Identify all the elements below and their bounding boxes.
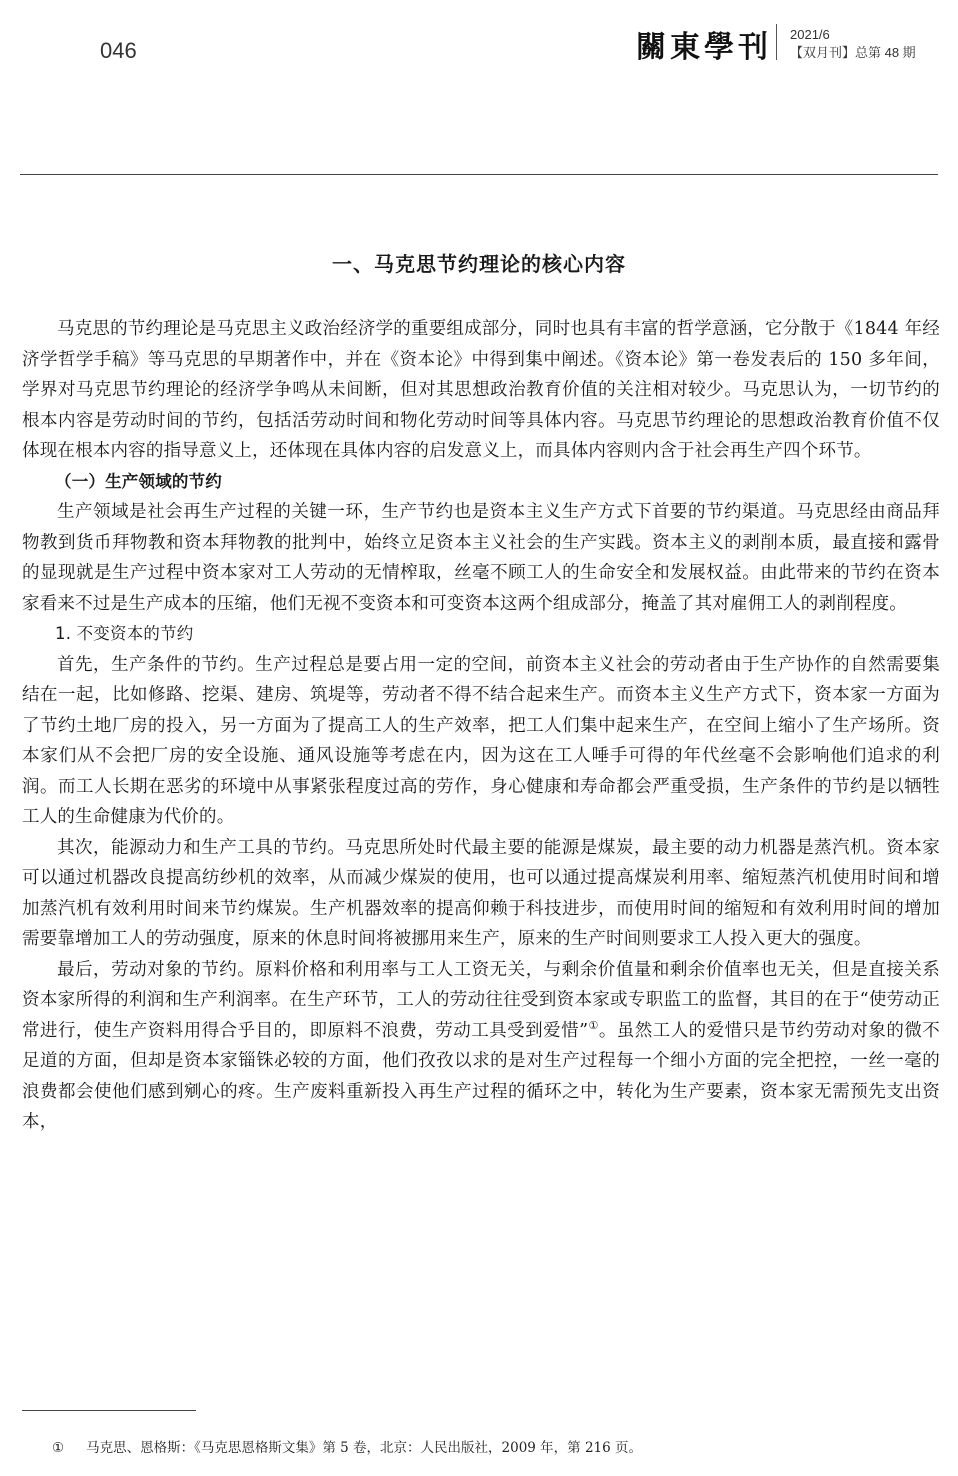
issue-block (790, 26, 916, 62)
header-rule (20, 174, 938, 175)
section-title: 一、马克思节约理论的核心内容 (332, 252, 626, 276)
paragraph: 其次，能源动力和生产工具的节约。马克思所处时代最主要的能源是煤炭，最主要的动力机器是蒸汽机。资本家可以通过机器改良提高纺纱机的效率，从而减少煤炭的使用，也可以通过提高煤炭利用率、缩短蒸汽机使用时间和增加蒸汽机有效利用时间来节约煤炭。生产机器效率的提高仰赖于科技进步，而使用时间的缩短和有效利用时间的增加需要靠增加工人的劳动强度，原来的休息时间将被挪用来生产，原来的生产时间则要求工人投入更大的强度。 (22, 837, 940, 949)
issue-date: 2021/6 (790, 27, 830, 42)
paragraph: 首先，生产条件的节约。生产过程总是要占用一定的空间，前资本主义社会的劳动者由于生产协作的自然需要集结在一起，比如修路、挖渠、建房、筑堤等，劳动者不得不结合起来生产。而资本主义生产方式下，资本家一方面为了节约土地厂房的投入，另一方面为了提高工人的生产效率，把工人们集中起来生产，在空间上缩小了生产场所。资本家们从不会把厂房的安全设施、通风设施等考虑在内，因为这在工人唾手可得的年代丝毫不会影响他们追求的利润。而工人长期在恶劣的环境中从事紧张程度过高的劳作，身心健康和寿命都会严重受损，生产条件的节约是以牺牲工人的生命健康为代价的。 (22, 654, 940, 827)
paragraph-part: 。虽然工人的爱惜只是节约劳动对象的微不足道的方面，但却是资本家锱铢必较的方面，他们孜孜以求的是对生产过程每一个细小方面的完全把控，一丝一毫的浪费都会使他们感到剜心的疼。生产废料重新投入再生产过程的循环之中，转化为生产要素，资本家无需预先支出资本， (22, 1020, 940, 1132)
footnote-text: 马克思、恩格斯：《马克思恩格斯文集》第 5 卷，北京：人民出版社，2009 年，第 216 页。 (86, 1440, 643, 1456)
footnote-mark: ① (52, 1440, 65, 1456)
paragraph-part: 最后，劳动对象的节约。原料价格和利用率与工人工资无关，与剩余价值量和剩余价值率也无关，但是直接关系资本家所得的利润和生产利润率。在生产环节，工人的劳动往往受到资本家或专职监工的监督，其目的在于“使劳动正常进行，使生产资料用得合乎目的，即原料不浪费，劳动工具受到爱惜” (22, 959, 940, 1041)
subheading: （一）生产领域的节约 (55, 471, 222, 491)
issue-info: 【双月刊】总第 48 期 (790, 45, 916, 60)
paragraph (22, 955, 940, 1138)
page-number: 046 (100, 38, 137, 63)
journal-logo: 關東學刊 (636, 30, 772, 65)
body-text (22, 314, 940, 1138)
subheading: 1. 不变资本的节约 (55, 624, 194, 643)
footnote-rule (22, 1410, 196, 1411)
footnote-reference[interactable]: ① (588, 1018, 599, 1032)
paragraph: 生产领域是社会再生产过程的关键一环，生产节约也是资本主义生产方式下首要的节约渠道。马克思经由商品拜物教到货币拜物教和资本拜物教的批判中，始终立足资本主义社会的生产实践。资本主义的剥削本质，最直接和露骨的显现就是生产过程中资本家对工人劳动的无情榨取，丝毫不顾工人的生命安全和发展权益。由此带来的节约在资本家看来不过是生产成本的压缩，他们无视不变资本和可变资本这两个组成部分，掩盖了其对雇佣工人的剥削程度。 (22, 502, 940, 614)
header-divider (776, 24, 777, 60)
footnote (52, 1436, 642, 1456)
paragraph: 马克思的节约理论是马克思主义政治经济学的重要组成部分，同时也具有丰富的哲学意涵，它分散于《1844 年经济学哲学手稿》等马克思的早期著作中，并在《资本论》中得到集中阐述。《资本论》第一卷发表后的 150 多年间，学界对马克思节约理论的经济学争鸣从未间断，但对其思想政治教育价值的关注相对较少。马克思认为，一切节约的根本内容是劳动时间的节约，包括活劳动时间和物化劳动时间等具体内容。马克思节约理论的思想政治教育价值不仅体现在根本内容的指导意义上，还体现在具体内容的启发意义上，而具体内容则内含于社会再生产四个环节。 (22, 319, 940, 461)
